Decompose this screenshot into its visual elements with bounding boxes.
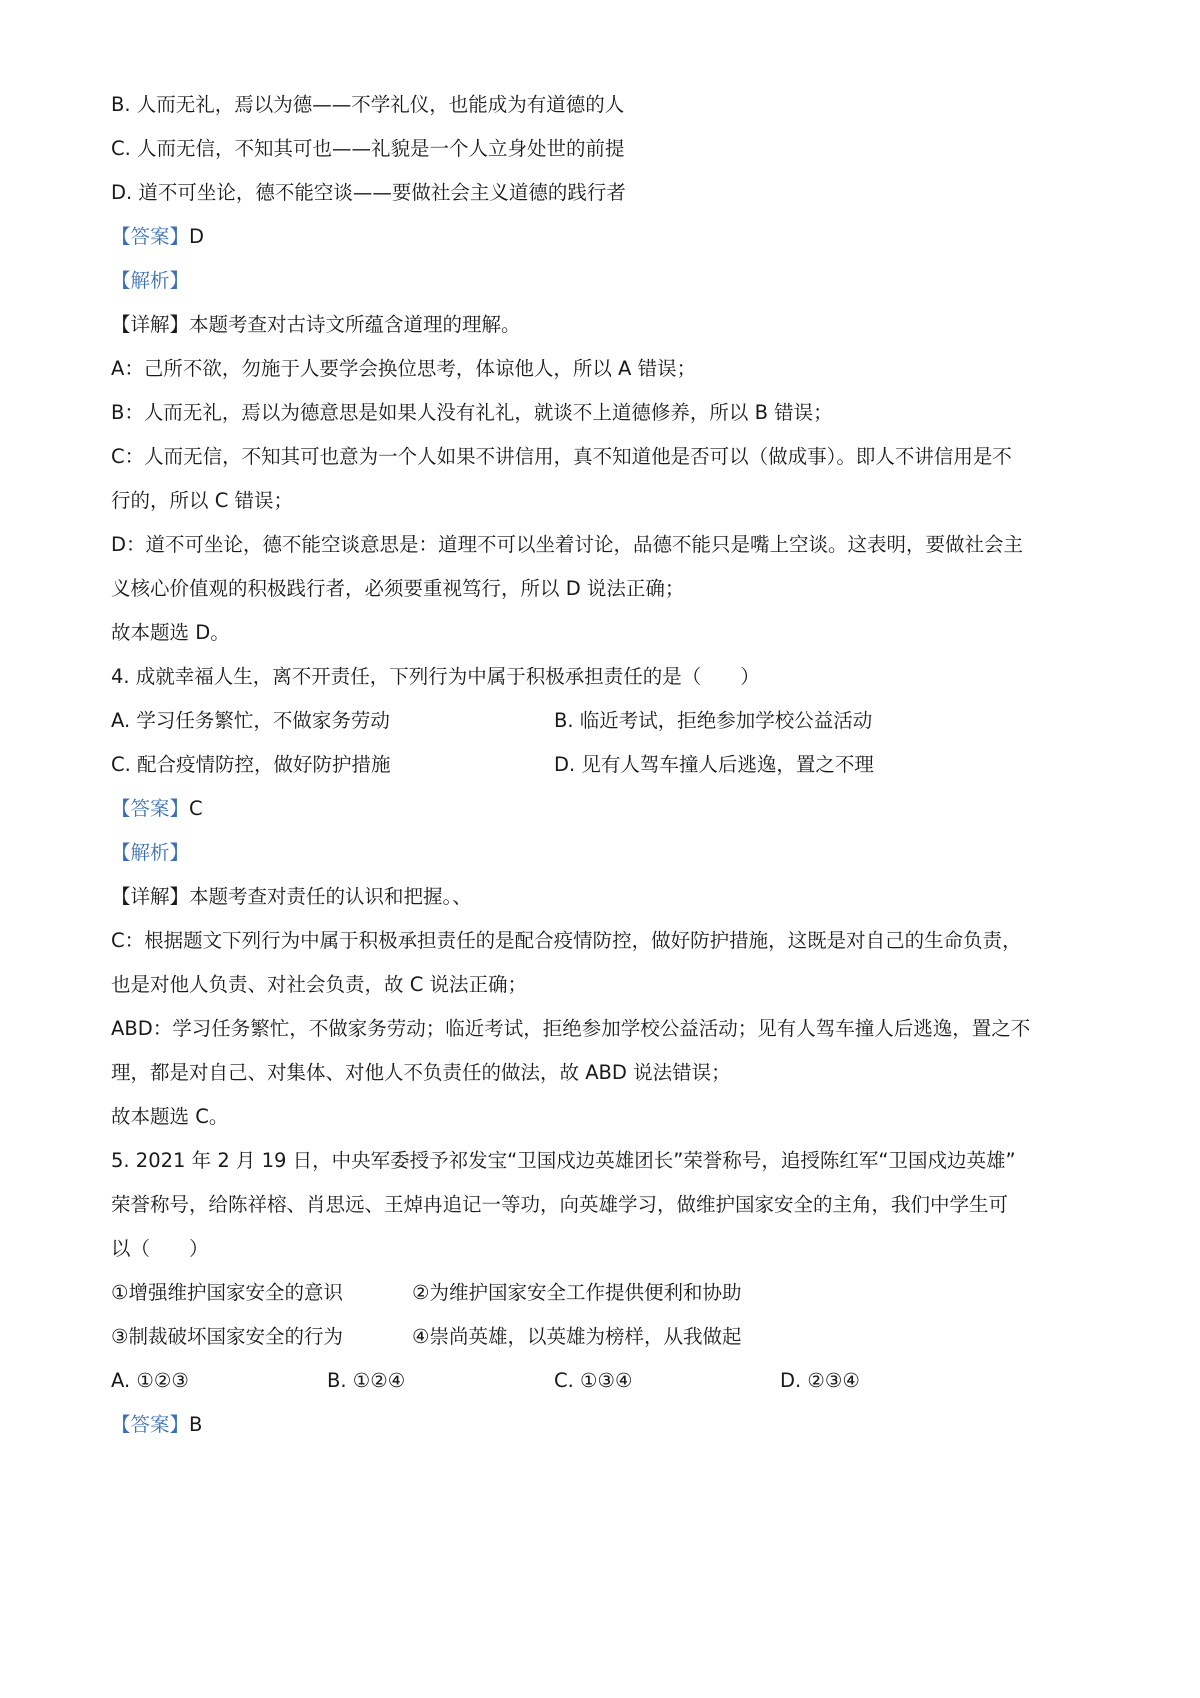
q5-answer	[111, 1411, 1111, 1439]
answer-label: 【答案】	[111, 225, 190, 248]
q3-detail: 【详解】本题考查对古诗文所蕴含道理的理解。	[111, 313, 521, 336]
q4-option-b: B. 临近考试，拒绝参加学校公益活动	[554, 709, 873, 732]
q5-question-line3: 以（ ）	[111, 1237, 209, 1260]
q4-options-row2	[111, 751, 1111, 779]
q4-explanation-c-line2: 也是对他人负责、对社会负责，故 C 说法正确；	[111, 973, 528, 996]
q4-answer	[111, 795, 1111, 823]
q5-items-row2	[111, 1323, 1111, 1351]
q5-option-b: B. ①②④	[327, 1369, 406, 1392]
q4-question: 4. 成就幸福人生，离不开责任，下列行为中属于积极承担责任的是（ ）	[111, 665, 760, 688]
q5-item-2: ②为维护国家安全工作提供便利和协助	[412, 1281, 742, 1304]
q4-conclusion: 故本题选 C。	[111, 1105, 229, 1128]
q5-item-3: ③制裁破坏国家安全的行为	[111, 1325, 343, 1348]
q4-option-a: A. 学习任务繁忙，不做家务劳动	[111, 709, 390, 732]
q4-option-d: D. 见有人驾车撞人后逃逸，置之不理	[554, 753, 874, 776]
q4-explanation-abd-line1: ABD：学习任务繁忙，不做家务劳动；临近考试，拒绝参加学校公益活动；见有人驾车撞人后逃逸，置之不	[111, 1017, 1031, 1040]
answer-value: C	[189, 797, 203, 820]
q3-explanation-b: B：人而无礼，焉以为德意思是如果人没有礼礼，就谈不上道德修养，所以 B 错误；	[111, 401, 833, 424]
q4-option-c: C. 配合疫情防控，做好防护措施	[111, 753, 391, 776]
q3-explanation-d-line1: D：道不可坐论，德不能空谈意思是：道理不可以坐着讨论，品德不能只是嘴上空谈。这表明，要做社会主	[111, 533, 1024, 556]
q5-item-1: ①增强维护国家安全的意识	[111, 1281, 343, 1304]
answer-label: 【答案】	[111, 797, 190, 820]
q5-item-4: ④崇尚英雄，以英雄为榜样，从我做起	[412, 1325, 742, 1348]
q3-explanation-d-line2: 义核心价值观的积极践行者，必须要重视笃行，所以 D 说法正确；	[111, 577, 685, 600]
q3-explanation-a: A：己所不欲，勿施于人要学会换位思考，体谅他人，所以 A 错误；	[111, 357, 697, 380]
q3-option-d: D. 道不可坐论，德不能空谈——要做社会主义道德的践行者	[111, 181, 626, 204]
q3-analysis-label: 【解析】	[111, 269, 190, 292]
answer-value: B	[189, 1413, 203, 1436]
q3-explanation-c-line2: 行的，所以 C 错误；	[111, 489, 294, 512]
q5-question-line2: 荣誉称号，给陈祥榕、肖思远、王焯冉追记一等功，向英雄学习，做维护国家安全的主角，我们中学生可	[111, 1193, 1009, 1216]
q5-option-a: A. ①②③	[111, 1369, 189, 1392]
q5-option-d: D. ②③④	[780, 1369, 860, 1392]
answer-value: D	[189, 225, 205, 248]
q4-options-row1	[111, 707, 1111, 735]
q4-detail: 【详解】本题考查对责任的认识和把握。、	[111, 885, 472, 908]
q5-items-row1	[111, 1279, 1111, 1307]
q5-options-row	[111, 1367, 1111, 1395]
q3-explanation-c-line1: C：人而无信，不知其可也意为一个人如果不讲信用，真不知道他是否可以（做成事）。即人不讲信用是不	[111, 445, 1012, 468]
q3-option-b: B. 人而无礼，焉以为德——不学礼仪，也能成为有道德的人	[111, 93, 625, 116]
answer-label: 【答案】	[111, 1413, 190, 1436]
q3-answer	[111, 223, 1111, 251]
q4-analysis-label: 【解析】	[111, 841, 190, 864]
q5-option-c: C. ①③④	[554, 1369, 633, 1392]
q4-explanation-c-line1: C：根据题文下列行为中属于积极承担责任的是配合疫情防控，做好防护措施，这既是对自己的生命负责，	[111, 929, 1022, 952]
q4-explanation-abd-line2: 理，都是对自己、对集体、对他人不负责任的做法，故 ABD 说法错误；	[111, 1061, 731, 1084]
q5-question-line1: 5. 2021 年 2 月 19 日，中央军委授予祁发宝“卫国戍边英雄团长”荣誉称号，追授陈红军“卫国戍边英雄”	[111, 1149, 1016, 1172]
q3-conclusion: 故本题选 D。	[111, 621, 230, 644]
q3-option-c: C. 人而无信，不知其可也——礼貌是一个人立身处世的前提	[111, 137, 625, 160]
